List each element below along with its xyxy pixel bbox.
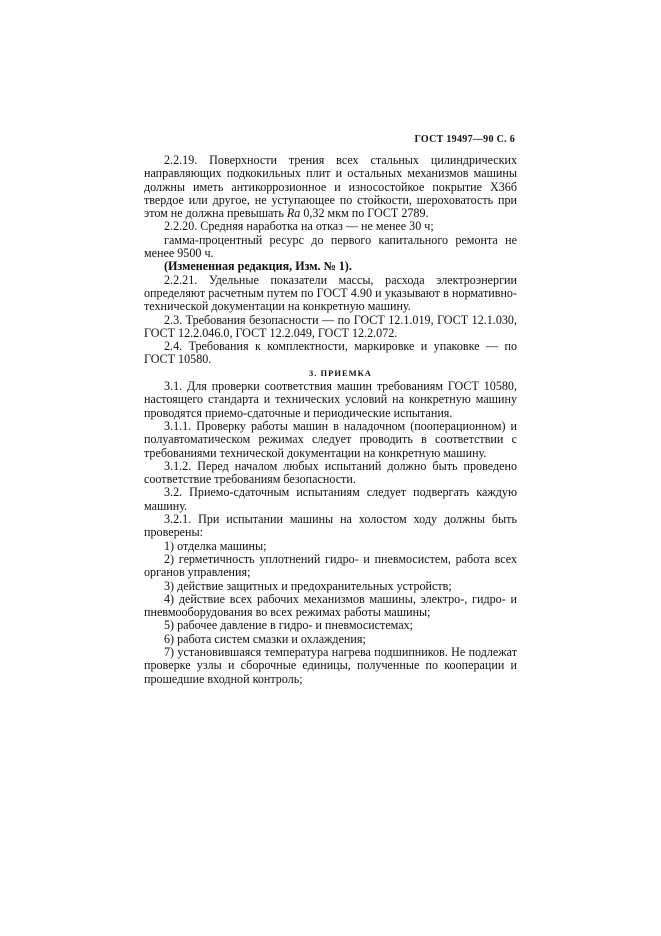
paragraph-2-2-21: 2.2.21. Удельные показатели массы, расхода электроэнергии определяют расчетным путем по ГОСТ 4.90 и указывают в нормативно-технической документации на конкретную машину.	[144, 272, 517, 314]
paragraph-resource: гамма-процентный ресурс до первого капитального ремонта не менее 9500 ч.	[144, 232, 517, 261]
list-item: 5) рабочее давление в гидро- и пневмосистемах;	[164, 618, 414, 633]
list-item: 6) работа систем смазки и охлаждения;	[164, 631, 366, 646]
paragraph-amendment-note: (Измененная редакция, Изм. № 1).	[164, 259, 352, 274]
paragraph-2-3: 2.3. Требования безопасности — по ГОСТ 12.1.019, ГОСТ 12.1.030, ГОСТ 12.2.046.0, ГОСТ 12.2.049, ГОСТ 12.2.072.	[144, 312, 517, 340]
ra-symbol: Ra	[286, 206, 301, 221]
paragraph-2-4: 2.4. Требования к комплектности, маркировке и упаковке — по ГОСТ 10580.	[144, 339, 517, 367]
list-item: 1) отделка машины;	[164, 538, 267, 553]
paragraph-3-1: 3.1. Для проверки соответствия машин требованиям ГОСТ 10580, настоящего стандарта и технических условий на конкретную машину проводятся приемо-сдаточные и периодические испытания.	[144, 379, 517, 420]
list-item: 4) действие всех рабочих механизмов машины, электро-, гидро- и пневмооборудования во всех режимах работы машины;	[144, 591, 517, 620]
list-item: 2) герметичность уплотнений гидро- и пневмосистем, работа всех органов управления;	[144, 551, 517, 580]
list-item: 7) установившаяся температура нагрева подшипников. Не подлежат проверке узлы и сборочные единицы, полученные по кооперации и прошедшие входной контроль;	[144, 644, 517, 686]
page-header: ГОСТ 19497—90 С. 6	[414, 134, 515, 145]
paragraph-3-2: 3.2. Приемо-сдаточным испытаниям следует подвергать каждую машину.	[144, 485, 517, 513]
paragraph-3-1-2: 3.1.2. Перед началом любых испытаний должно быть проведено соответствие требованиям безопасности.	[144, 458, 517, 487]
list-item: 3) действие защитных и предохранительных устройств;	[164, 578, 452, 593]
section-title: 3. ПРИЕМКА	[309, 367, 372, 378]
paragraph-3-1-1: 3.1.1. Проверку работы машин в наладочном (пооперационном) и полуавтоматическом режимах следует проводить в соответствии с требованиями технической документации на конкретную машину.	[144, 418, 517, 460]
document-body	[144, 154, 517, 686]
paragraph-2-2-19: 2.2.19. Поверхности трения всех стальных цилиндрических направляющих подкокильных плит и остальных механизмов машины должны иметь антикоррозионное и износостойкое покрытие Х36б твердое или другое, не уступающее по стойкости, шероховатость при этом не должна превышать Ra 0,32 мкм по ГОСТ 2789.	[144, 153, 517, 221]
paragraph-3-2-1: 3.2.1. При испытании машины на холостом ходу должны быть проверены:	[144, 512, 517, 540]
paragraph-2-2-20: 2.2.20. Средняя наработка на отказ — не менее 30 ч;	[164, 219, 434, 234]
